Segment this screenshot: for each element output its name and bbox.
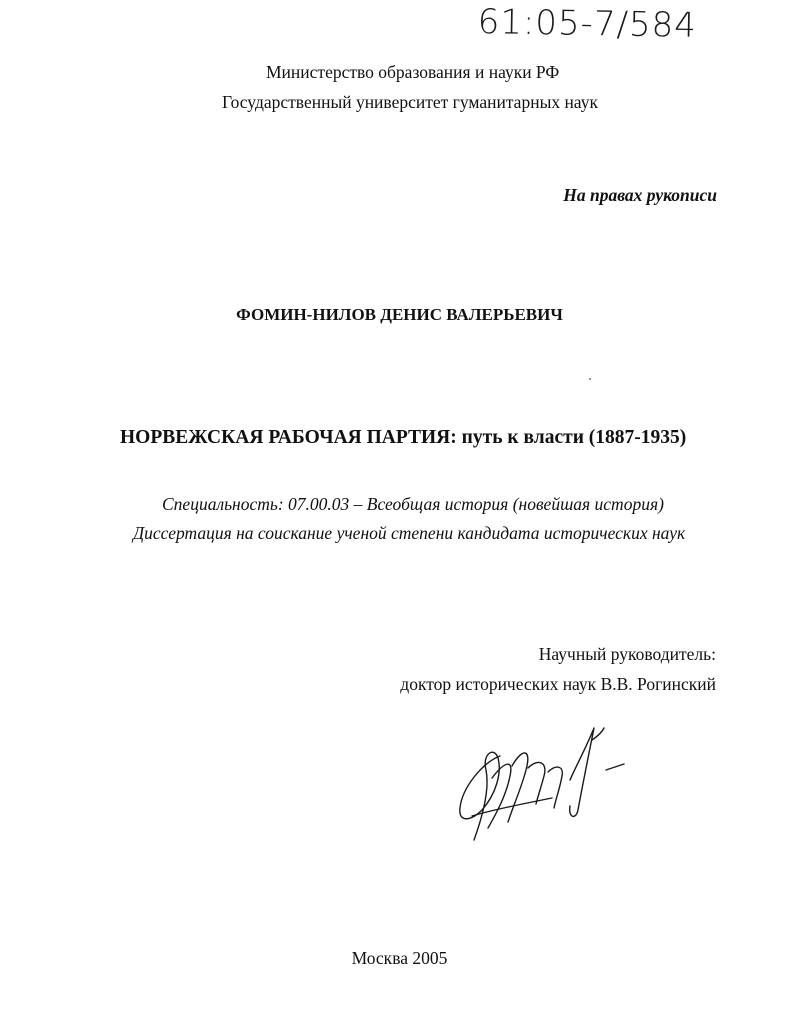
specialty-line: Специальность: 07.00.03 – Всеобщая история (новейшая история) [162,494,664,514]
scan-speck [589,378,591,380]
degree-line: Диссертация на соискание ученой степени кандидата исторических наук [133,523,686,543]
supervisor-label: Научный руководитель: [538,644,716,664]
archive-code: 61:05-7/584 [477,2,698,46]
supervisor-name: доктор исторических наук В.В. Рогинский [400,674,716,694]
university-name: Государственный университет гуманитарных наук [222,92,598,112]
handwritten-signature [452,718,632,858]
city-year: Москва 2005 [351,948,448,968]
author-name: ФОМИН-НИЛОВ ДЕНИС ВАЛЕРЬЕВИЧ [236,305,563,324]
dissertation-title: НОРВЕЖСКАЯ РАБОЧАЯ ПАРТИЯ: путь к власти (1887-1935) [120,427,687,448]
ministry-name: Министерство образования и науки РФ [266,62,560,82]
manuscript-note: На правах рукописи [563,185,717,205]
